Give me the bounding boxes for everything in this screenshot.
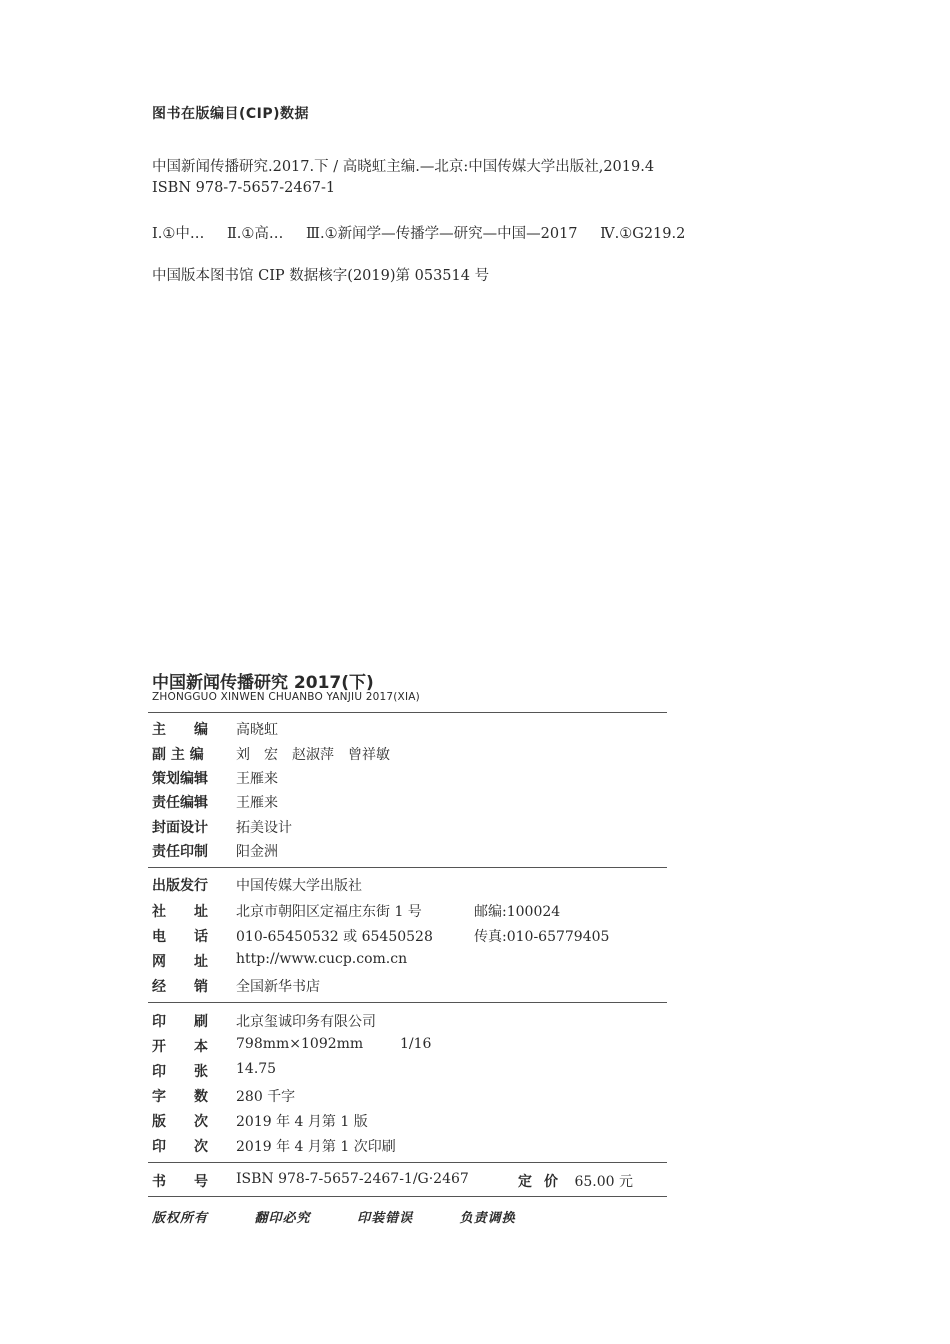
field-label: 印 次 [152, 1139, 208, 1155]
field-label: 出版发行 [152, 878, 208, 894]
field-label: 版 次 [152, 1114, 208, 1130]
rights-notice [152, 1207, 558, 1226]
field-label: 电 话 [152, 929, 208, 945]
field-value: 北京市朝阳区定福庄东街 1 号 [236, 904, 422, 920]
field-label: 印 张 [152, 1064, 208, 1080]
price [518, 1171, 633, 1191]
cip-class-4: Ⅳ.①G219.2 [600, 226, 686, 242]
postcode: 邮编:100024 [474, 904, 561, 920]
field-label: 责任编辑 [152, 795, 208, 811]
field-value: 2019 年 4 月第 1 次印刷 [236, 1139, 396, 1155]
divider [148, 1162, 667, 1163]
price-value: 65.00 元 [574, 1174, 633, 1190]
field-value: 拓美设计 [236, 820, 292, 836]
field-value: 王雁来 [236, 795, 278, 811]
field-label: 书 号 [152, 1174, 208, 1190]
field-label: 网 址 [152, 954, 208, 970]
website: http://www.cucp.com.cn [236, 951, 408, 967]
field-value: 阳金洲 [236, 844, 278, 860]
fax-number: 传真:010-65779405 [474, 929, 610, 945]
field-label: 副 主 编 [152, 747, 204, 763]
field-label: 经 销 [152, 979, 208, 995]
divider [148, 867, 667, 868]
rights-text: 版权所有 [152, 1211, 209, 1226]
cip-class-3: Ⅲ.①新闻学—传播学—研究—中国—2017 [306, 226, 578, 242]
field-value: 北京玺诚印务有限公司 [236, 1014, 376, 1030]
field-value: 中国传媒大学出版社 [236, 878, 362, 894]
isbn-value: ISBN 978-7-5657-2467-1/G·2467 [236, 1171, 469, 1187]
rights-text: 负责调换 [459, 1211, 516, 1226]
field-value: 高晓虹 [236, 722, 278, 738]
book-title: 中国新闻传播研究 2017(下) [152, 673, 374, 693]
field-value: 王雁来 [236, 771, 278, 787]
field-label: 责任印制 [152, 844, 208, 860]
field-label: 策划编辑 [152, 771, 208, 787]
field-label: 开 本 [152, 1039, 208, 1055]
field-label: 社 址 [152, 904, 208, 920]
cip-record-number: 中国版本图书馆 CIP 数据核字(2019)第 053514 号 [152, 268, 490, 284]
field-label: 字 数 [152, 1089, 208, 1105]
field-value: 798mm×1092mm [236, 1036, 364, 1052]
price-label: 定价 [518, 1174, 570, 1190]
cip-class-1: Ⅰ.①中… [152, 226, 205, 242]
rights-text: 印装错误 [357, 1211, 414, 1226]
book-pinyin-title: ZHONGGUO XINWEN CHUANBO YANJIU 2017(XIA) [152, 691, 420, 703]
divider [148, 1196, 667, 1197]
field-value: 刘 宏 赵淑萍 曾祥敏 [236, 747, 390, 763]
cip-isbn-line: ISBN 978-7-5657-2467-1 [152, 180, 336, 196]
field-label: 封面设计 [152, 820, 208, 836]
rights-text: 翻印必究 [254, 1211, 311, 1226]
field-value: 010-65450532 或 65450528 [236, 929, 433, 945]
cip-title-line: 中国新闻传播研究.2017.下 / 高晓虹主编.—北京:中国传媒大学出版社,2019.4 [152, 159, 655, 175]
cip-heading: 图书在版编目(CIP)数据 [152, 106, 310, 122]
field-value: 280 千字 [236, 1089, 296, 1105]
field-label: 主 编 [152, 722, 208, 738]
cip-classification-line [152, 222, 685, 243]
field-label: 印 刷 [152, 1014, 208, 1030]
divider [148, 1002, 667, 1003]
divider [148, 712, 667, 713]
cip-class-2: Ⅱ.①高… [226, 226, 284, 242]
field-value: 全国新华书店 [236, 979, 320, 995]
field-value: 14.75 [236, 1061, 277, 1077]
field-value: 2019 年 4 月第 1 版 [236, 1114, 368, 1130]
format-fraction: 1/16 [400, 1036, 432, 1052]
